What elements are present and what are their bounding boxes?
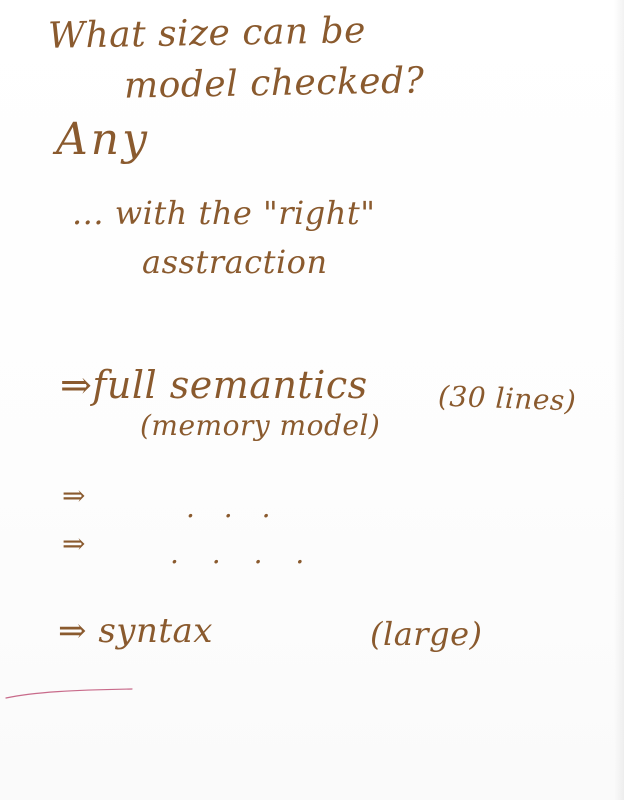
full-semantics-text: full semantics (92, 363, 368, 407)
implies-arrow-1: ⇒ (60, 363, 93, 407)
ellipsis-row-3: . . . . (170, 537, 317, 570)
thirty-lines-note: (30 lines) (437, 379, 577, 418)
implies-arrow-3: ⇒ (62, 527, 86, 560)
qualifier-line-2: asstraction (142, 243, 328, 281)
row-full-semantics (60, 363, 368, 407)
implies-arrow-4: ⇒ (58, 611, 87, 651)
margin-mark-stroke (6, 689, 132, 698)
answer-text: Any (56, 114, 150, 165)
qualifier-line-1: ... with the "right" (72, 194, 376, 232)
question-line-1: What size can be (47, 10, 367, 57)
memory-model-text: (memory model) (140, 409, 381, 442)
syntax-text: syntax (98, 611, 213, 651)
question-line-2: model checked? (123, 60, 425, 107)
row-syntax (58, 611, 213, 651)
large-note: (large) (370, 615, 483, 653)
pink-margin-mark (4, 686, 134, 702)
implies-arrow-2: ⇒ (62, 479, 86, 512)
ellipsis-row-2: . . . (186, 491, 281, 524)
